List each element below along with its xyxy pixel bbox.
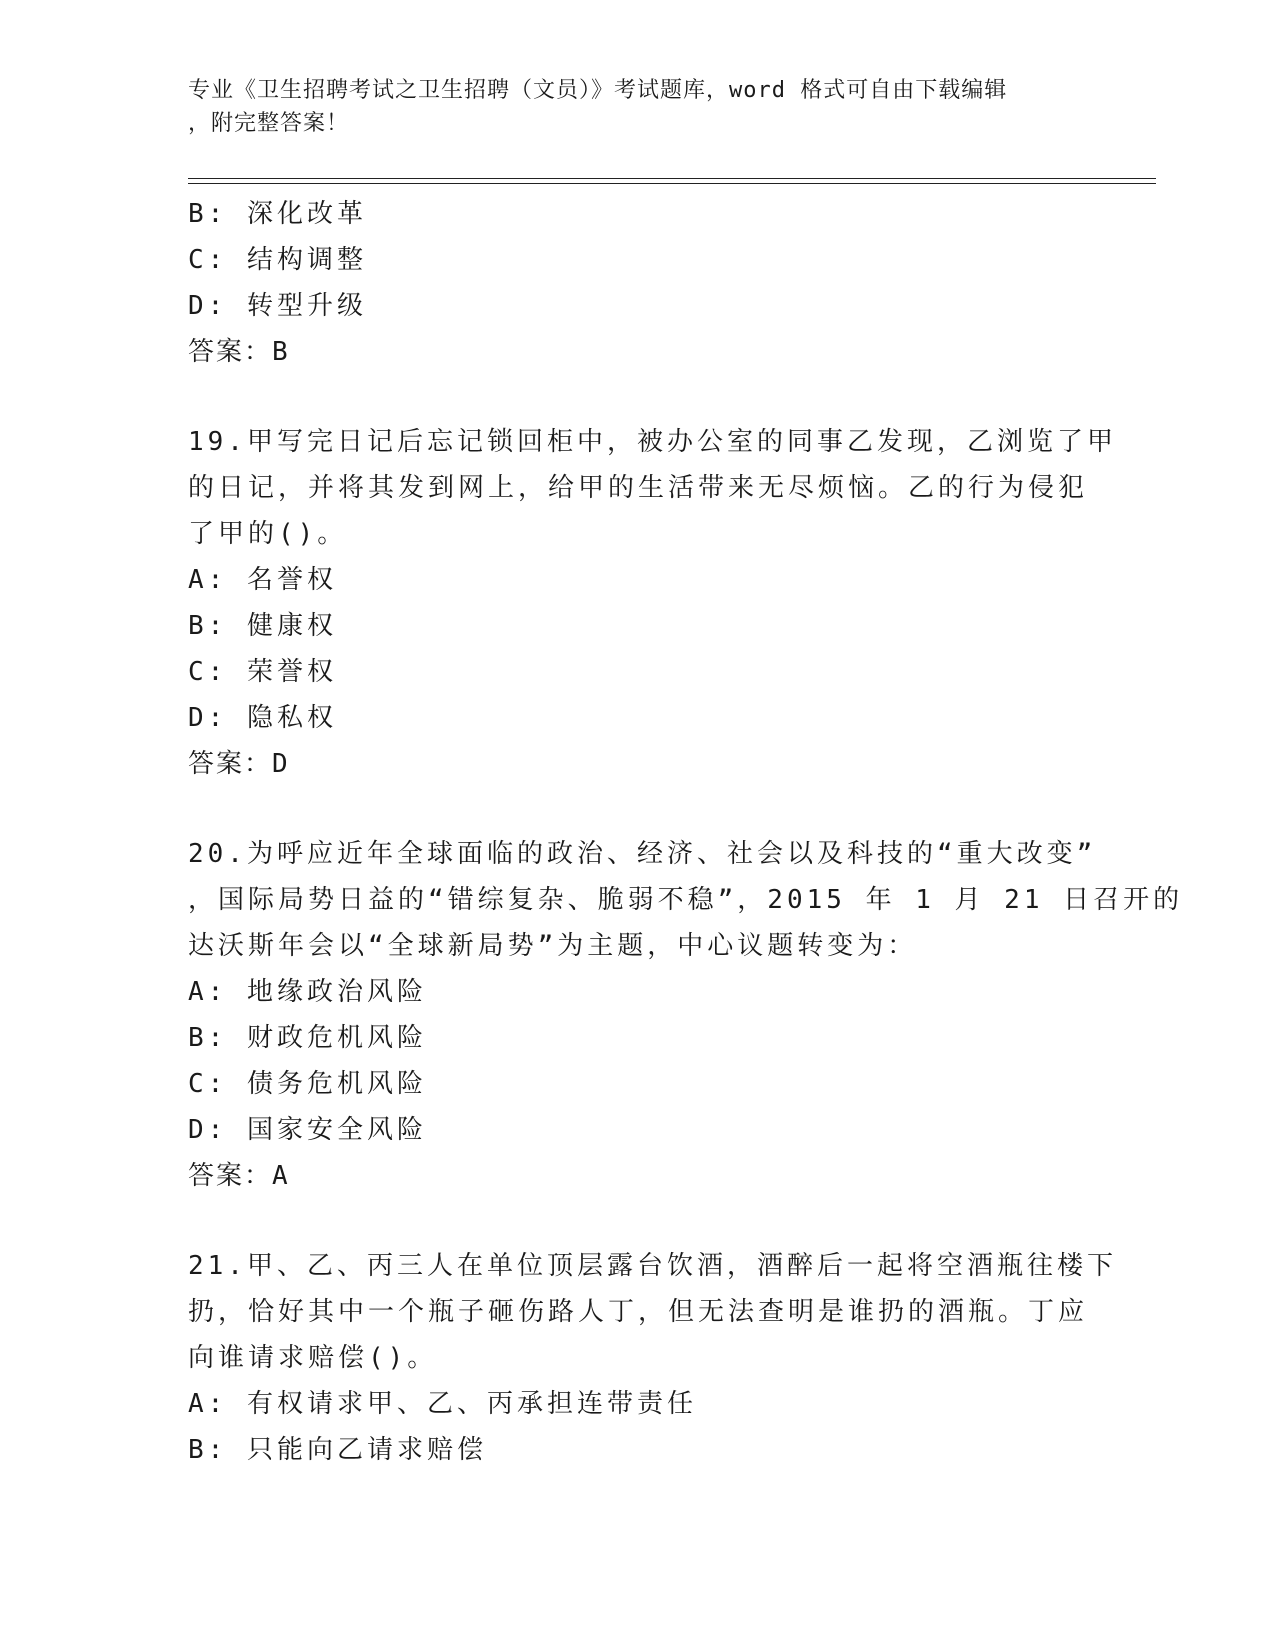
option-b: B: 只能向乙请求赔偿 [188, 1435, 487, 1465]
question-text-line: 20.为呼应近年全球面临的政治、经济、社会以及科技的“重大改变” [188, 839, 1097, 869]
question-text-line: 了甲的()。 [188, 519, 348, 549]
option-b: B: 财政危机风险 [188, 1023, 427, 1053]
question-21 [188, 1243, 1117, 1473]
option-d: D: 国家安全风险 [188, 1115, 427, 1145]
option-c: C: 荣誉权 [188, 657, 337, 687]
question-19 [188, 419, 1117, 787]
question-text-line: 达沃斯年会以“全球新局势”为主题，中心议题转变为： [188, 931, 918, 961]
answer-label: 答案：D [188, 749, 290, 779]
question-text-line: 扔，恰好其中一个瓶子砸伤路人丁，但无法查明是谁扔的酒瓶。丁应 [188, 1297, 1089, 1327]
option-b: B: 健康权 [188, 611, 337, 641]
header-divider-bottom [188, 183, 1156, 184]
option-b: B: 深化改革 [188, 199, 367, 229]
header-divider-top [188, 178, 1156, 179]
question-text-line: 的日记，并将其发到网上，给甲的生活带来无尽烦恼。乙的行为侵犯 [188, 473, 1089, 503]
option-a: A: 名誉权 [188, 565, 337, 595]
option-d: D: 隐私权 [188, 703, 337, 733]
question-text-line: 向谁请求赔偿()。 [188, 1343, 438, 1373]
header-line-1: 专业《卫生招聘考试之卫生招聘（文员）》考试题库，word 格式可自由下载编辑 [188, 78, 1008, 103]
answer-label: 答案：A [188, 1161, 290, 1191]
question-18-tail [188, 191, 1088, 375]
option-d: D: 转型升级 [188, 291, 367, 321]
question-text-line: 19.甲写完日记后忘记锁回柜中，被办公室的同事乙发现，乙浏览了甲 [188, 427, 1117, 457]
option-c: C: 债务危机风险 [188, 1069, 427, 1099]
option-c: C: 结构调整 [188, 245, 367, 275]
document-body [188, 191, 1184, 1473]
header-line-2: ，附完整答案！ [188, 111, 350, 136]
question-text-line: 21.甲、乙、丙三人在单位顶层露台饮酒，酒醉后一起将空酒瓶往楼下 [188, 1251, 1117, 1281]
answer-label: 答案：B [188, 337, 290, 367]
option-a: A: 地缘政治风险 [188, 977, 427, 1007]
document-header [188, 74, 1088, 140]
option-a: A: 有权请求甲、乙、丙承担连带责任 [188, 1389, 697, 1419]
question-text-line: ，国际局势日益的“错综复杂、脆弱不稳”，2015 年 1 月 21 日召开的 [188, 885, 1184, 915]
question-20 [188, 831, 1184, 1199]
